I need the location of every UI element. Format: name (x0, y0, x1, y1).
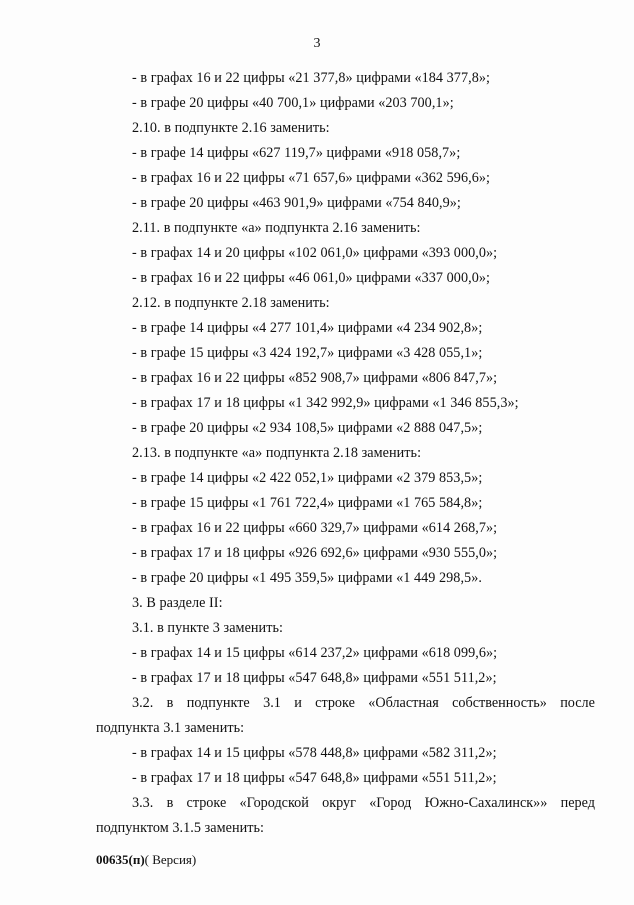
text-line: - в графах 16 и 22 цифры «660 329,7» цифрами «614 268,7»; (132, 520, 498, 536)
text-line: - в графах 17 и 18 цифры «547 648,8» цифрами «551 511,2»; (132, 770, 497, 786)
word: после (560, 695, 595, 711)
text-line: - в графах 16 и 22 цифры «71 657,6» цифрами «362 596,6»; (132, 170, 490, 186)
text-line: - в графе 15 цифры «3 424 192,7» цифрами «3 428 055,1»; (132, 345, 483, 361)
word: 3.1 (263, 695, 281, 711)
word: собственность» (452, 695, 547, 711)
word: строке (315, 695, 355, 711)
word: «Городской (239, 795, 309, 811)
text-line: - в графе 20 цифры «1 495 359,5» цифрами «1 449 298,5». (132, 570, 482, 586)
text-line: - в графах 16 и 22 цифры «852 908,7» цифрами «806 847,7»; (132, 370, 498, 386)
paragraph-3-3-first-line (132, 795, 595, 812)
text-line: - в графах 14 и 15 цифры «614 237,2» цифрами «618 099,6»; (132, 645, 498, 661)
document-footer (96, 852, 196, 868)
paragraph-3-2-first-line (132, 695, 595, 712)
word: перед (560, 795, 595, 811)
text-line: 2.13. в подпункте «а» подпункта 2.18 заменить: (132, 445, 422, 461)
word: 3.2. (132, 695, 154, 711)
text-line: - в графе 14 цифры «627 119,7» цифрами «918 058,7»; (132, 145, 461, 161)
text-line: - в графе 14 цифры «4 277 101,4» цифрами «4 234 902,8»; (132, 320, 483, 336)
document-code: 00635(п) (96, 852, 145, 867)
text-line: - в графах 17 и 18 цифры «1 342 992,9» цифрами «1 346 855,3»; (132, 395, 519, 411)
text-line: 3. В разделе II: (132, 595, 223, 611)
word: «Город (369, 795, 412, 811)
paragraph-3-2-continuation: подпункта 3.1 заменить: (96, 720, 245, 736)
word: строке (186, 795, 227, 811)
text-line: 2.12. в подпункте 2.18 заменить: (132, 295, 330, 311)
text-line: - в графах 16 и 22 цифры «46 061,0» цифрами «337 000,0»; (132, 270, 490, 286)
word: Южно-Сахалинск»» (424, 795, 548, 811)
text-line: 3.1. в пункте 3 заменить: (132, 620, 283, 636)
text-line: - в графах 16 и 22 цифры «21 377,8» цифрами «184 377,8»; (132, 70, 490, 86)
text-line: 2.10. в подпункте 2.16 заменить: (132, 120, 330, 136)
text-line: 2.11. в подпункте «а» подпункта 2.16 заменить: (132, 220, 421, 236)
word: в (166, 695, 174, 711)
word: 3.3. (132, 795, 154, 811)
word: подпункте (186, 695, 250, 711)
text-line: - в графе 20 цифры «2 934 108,5» цифрами «2 888 047,5»; (132, 420, 483, 436)
word: в (166, 795, 174, 811)
text-line: - в графах 17 и 18 цифры «926 692,6» цифрами «930 555,0»; (132, 545, 498, 561)
text-line: - в графе 20 цифры «40 700,1» цифрами «203 700,1»; (132, 95, 454, 111)
text-line: - в графах 14 и 15 цифры «578 448,8» цифрами «582 311,2»; (132, 745, 497, 761)
text-line: - в графе 14 цифры «2 422 052,1» цифрами «2 379 853,5»; (132, 470, 483, 486)
text-line: - в графах 14 и 20 цифры «102 061,0» цифрами «393 000,0»; (132, 245, 498, 261)
text-line: - в графе 15 цифры «1 761 722,4» цифрами «1 765 584,8»; (132, 495, 483, 511)
word: «Областная (368, 695, 439, 711)
text-line: - в графах 17 и 18 цифры «547 648,8» цифрами «551 511,2»; (132, 670, 497, 686)
page-number: 3 (313, 36, 321, 51)
version-label: ( Версия) (144, 852, 197, 867)
word: и (294, 695, 302, 711)
paragraph-3-3-continuation: подпунктом 3.1.5 заменить: (96, 820, 265, 836)
word: округ (322, 795, 356, 811)
text-line: - в графе 20 цифры «463 901,9» цифрами «754 840,9»; (132, 195, 461, 211)
